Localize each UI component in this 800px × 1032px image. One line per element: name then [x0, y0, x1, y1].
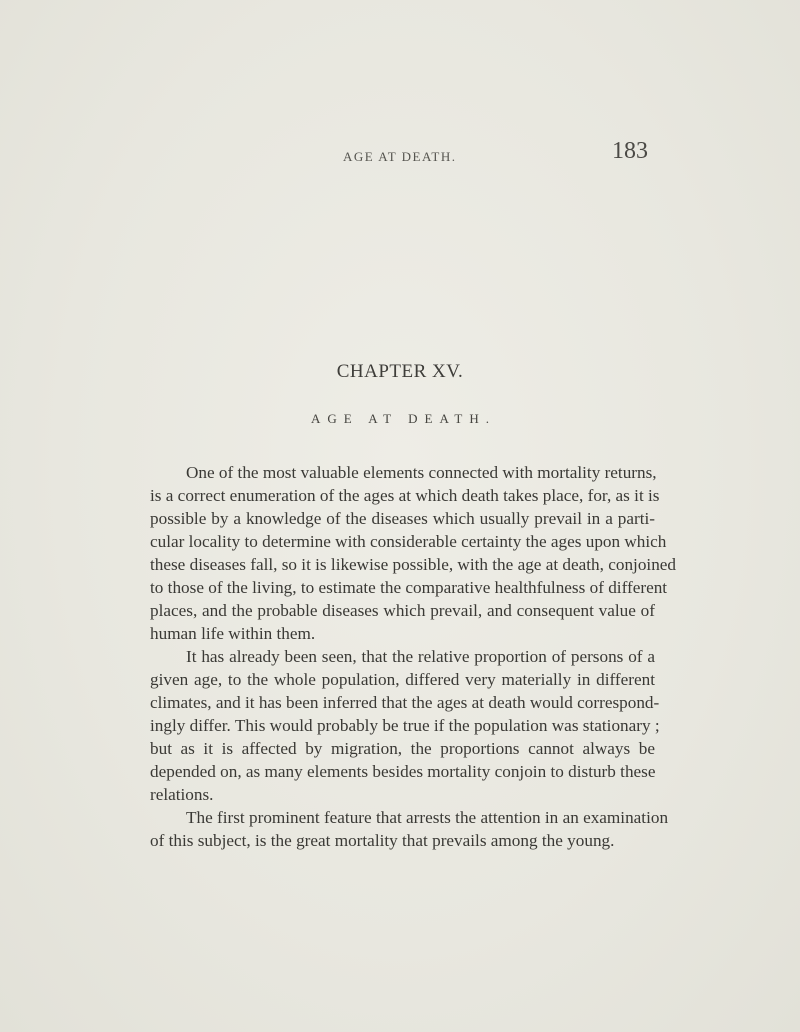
text-line: depended on, as many elements besides mortality conjoin to disturb these	[150, 762, 656, 781]
chapter-subtitle: AGE AT DEATH.	[310, 411, 496, 426]
text-line: It has already been seen, that the relative proportion of persons of a	[186, 647, 655, 666]
text-line: ingly differ. This would probably be true if the population was stationary ;	[150, 716, 660, 735]
page-number: 183	[612, 138, 648, 164]
text-line: The first prominent feature that arrests the attention in an examination	[186, 808, 669, 827]
text-line: to those of the living, to estimate the comparative healthfulness of different	[150, 578, 668, 597]
body-text	[150, 461, 677, 852]
paragraph	[150, 645, 660, 806]
text-line: One of the most valuable elements connected with mortality returns,	[186, 463, 657, 482]
chapter-title: CHAPTER XV.	[336, 361, 464, 382]
text-line: is a correct enumeration of the ages at which death takes place, for, as it is	[150, 486, 660, 505]
paragraph	[150, 806, 669, 852]
text-line: possible by a knowledge of the diseases which usually prevail in a parti-	[150, 509, 655, 528]
text-line: these diseases fall, so it is likewise possible, with the age at death, conjoined	[150, 555, 677, 574]
paragraph	[150, 461, 677, 645]
text-line: places, and the probable diseases which prevail, and consequent value of	[150, 601, 655, 620]
text-line: cular locality to determine with considerable certainty the ages upon which	[150, 532, 667, 551]
text-line: given age, to the whole population, differed very materially in different	[150, 670, 655, 689]
text-line: of this subject, is the great mortality that prevails among the young.	[150, 831, 615, 850]
text-line: but as it is affected by migration, the proportions cannot always be	[150, 739, 655, 758]
running-head: AGE AT DEATH.	[343, 149, 457, 164]
text-line: climates, and it has been inferred that the ages at death would correspond-	[150, 693, 660, 712]
text-line: human life within them.	[150, 624, 316, 643]
text-line: relations.	[150, 785, 214, 804]
